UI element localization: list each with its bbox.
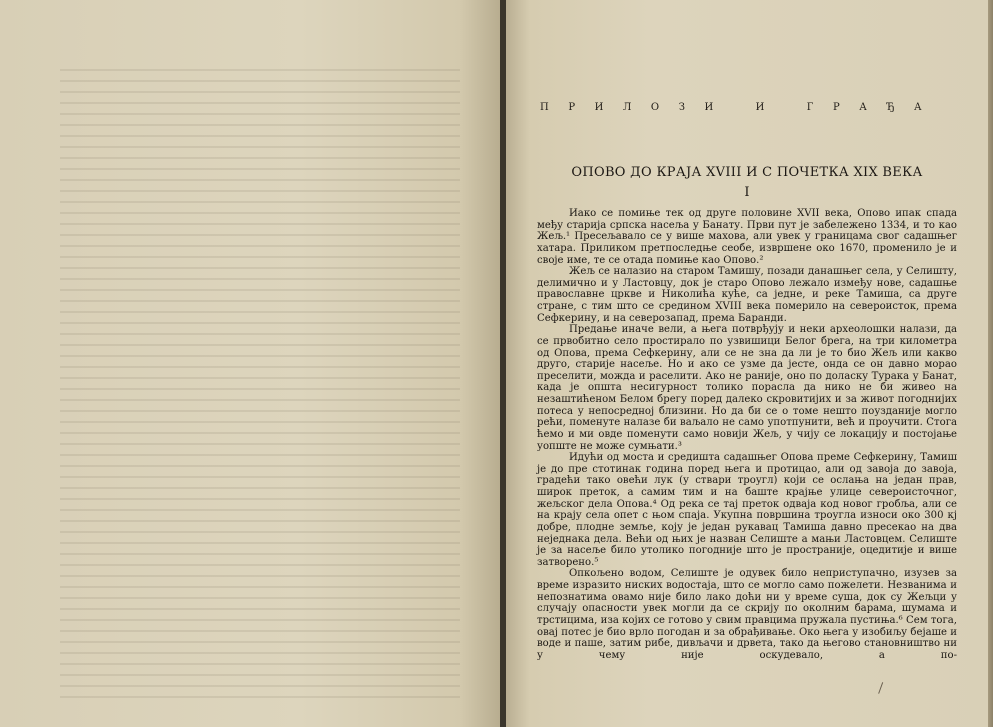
paragraph-4: Идући од моста и средишта садашњег Опова преме Сефкерину, Тамиш је до пре стотинак година поред њега и протицао, али од завоја до завоја, градећи тако овећи лук (у ствари троугл) који се ослања на један прав, широк преток, а самим тим и на баште крајње улице североисточног, жељског дела Опова.⁴ Од река се тај преток одваја код новог гробља, али се на крају села опет с њом спаја. Укупна површина троугла износи око 300 кј добре, плодне земље, коју је један рукавац Тамиша давно пресекао на два неједнака дела. Већи од њих је назван Селиште а мањи Ластовцем. Селиште је за насеље било утолико погодније што је пространије, оцедитије и више затворено.⁵ <box>537 452 957 568</box>
paragraph-1: Иако се помиње тек од друге половине XVII века, Опово ипак спада међу старија српска насеља у Банату. Први пут је забележено 1334, и то као Жељ.¹ Пресељавало се у више махова, али увек у границама свог садашњег хатара. Приликом претпоследње сеобе, извршене око 1670, променило је и своје име, те се отада помиње као Опово.² <box>537 208 957 266</box>
paragraph-2: Жељ се налазио на старом Тамишу, позади данашњег села, у Селишту, делимично и у Ластовцу, док је старо Опово лежало између нове, садашње православне цркве и Николића куће, са једне, и реке Тамиша, са друге стране, с тим што се средином XVIII века померило на североисток, према Сефкерину, и на северозапад, према Баранди. <box>537 266 957 324</box>
show-through-text <box>60 60 460 700</box>
body-text <box>537 208 957 661</box>
paragraph-3: Предање иначе вели, а њега потврђују и неки археолошки налази, да се првобитно село простирало по узвишици Белог брега, на три километра од Опова, према Сефкерину, али се не зна да ли је то био Жељ или какво друго, старије насеље. Но и ако се узме да јесте, онда се он давно морао преселити, можда и раселити. Ако не раније, оно по доласку Турака у Банат, када је општа несигурност толико порасла да нико не би живео на незаштићеном Белом брегу поред далеко скровитијих и за живот погоднијих потеса у непосредној близини. Но да би се о томе нешто поузданије могло рећи, поменуте налазе би ваљало не само употпунити, већ и проучити. Стога ћемо и ми овде поменути само новији Жељ, у чију се локацију и постојање уопште не може сумњати.³ <box>537 324 957 452</box>
page-edge <box>988 0 993 727</box>
section-number: I <box>744 185 750 200</box>
article-title: ОПОВО ДО КРАЈА XVIII И С ПОЧЕТКА XIX ВЕКА <box>571 165 923 180</box>
paragraph-5: Опкољено водом, Селиште је одувек било неприступачно, изузев за време изразито ниских водостаја, што се могло само пожелети. Незванима и непознатима овамо није било лако доћи ни у време суша, док су Жељци у случају опасности увек могли да се скрију по околним барама, шумама и трстицима, иза којих се готово у свим правцима пружала пустиња.⁶ Сем тога, овај потес је био врло погодан и за обрађивање. Око њега у изобиљу бејаше и воде и паше, затим рибе, дивљачи и дрвета, тако да његово становништво ни у чему није оскудевало, а по- <box>537 568 957 661</box>
running-head: ПРИЛОЗИ И ГРАЂА <box>540 102 942 113</box>
